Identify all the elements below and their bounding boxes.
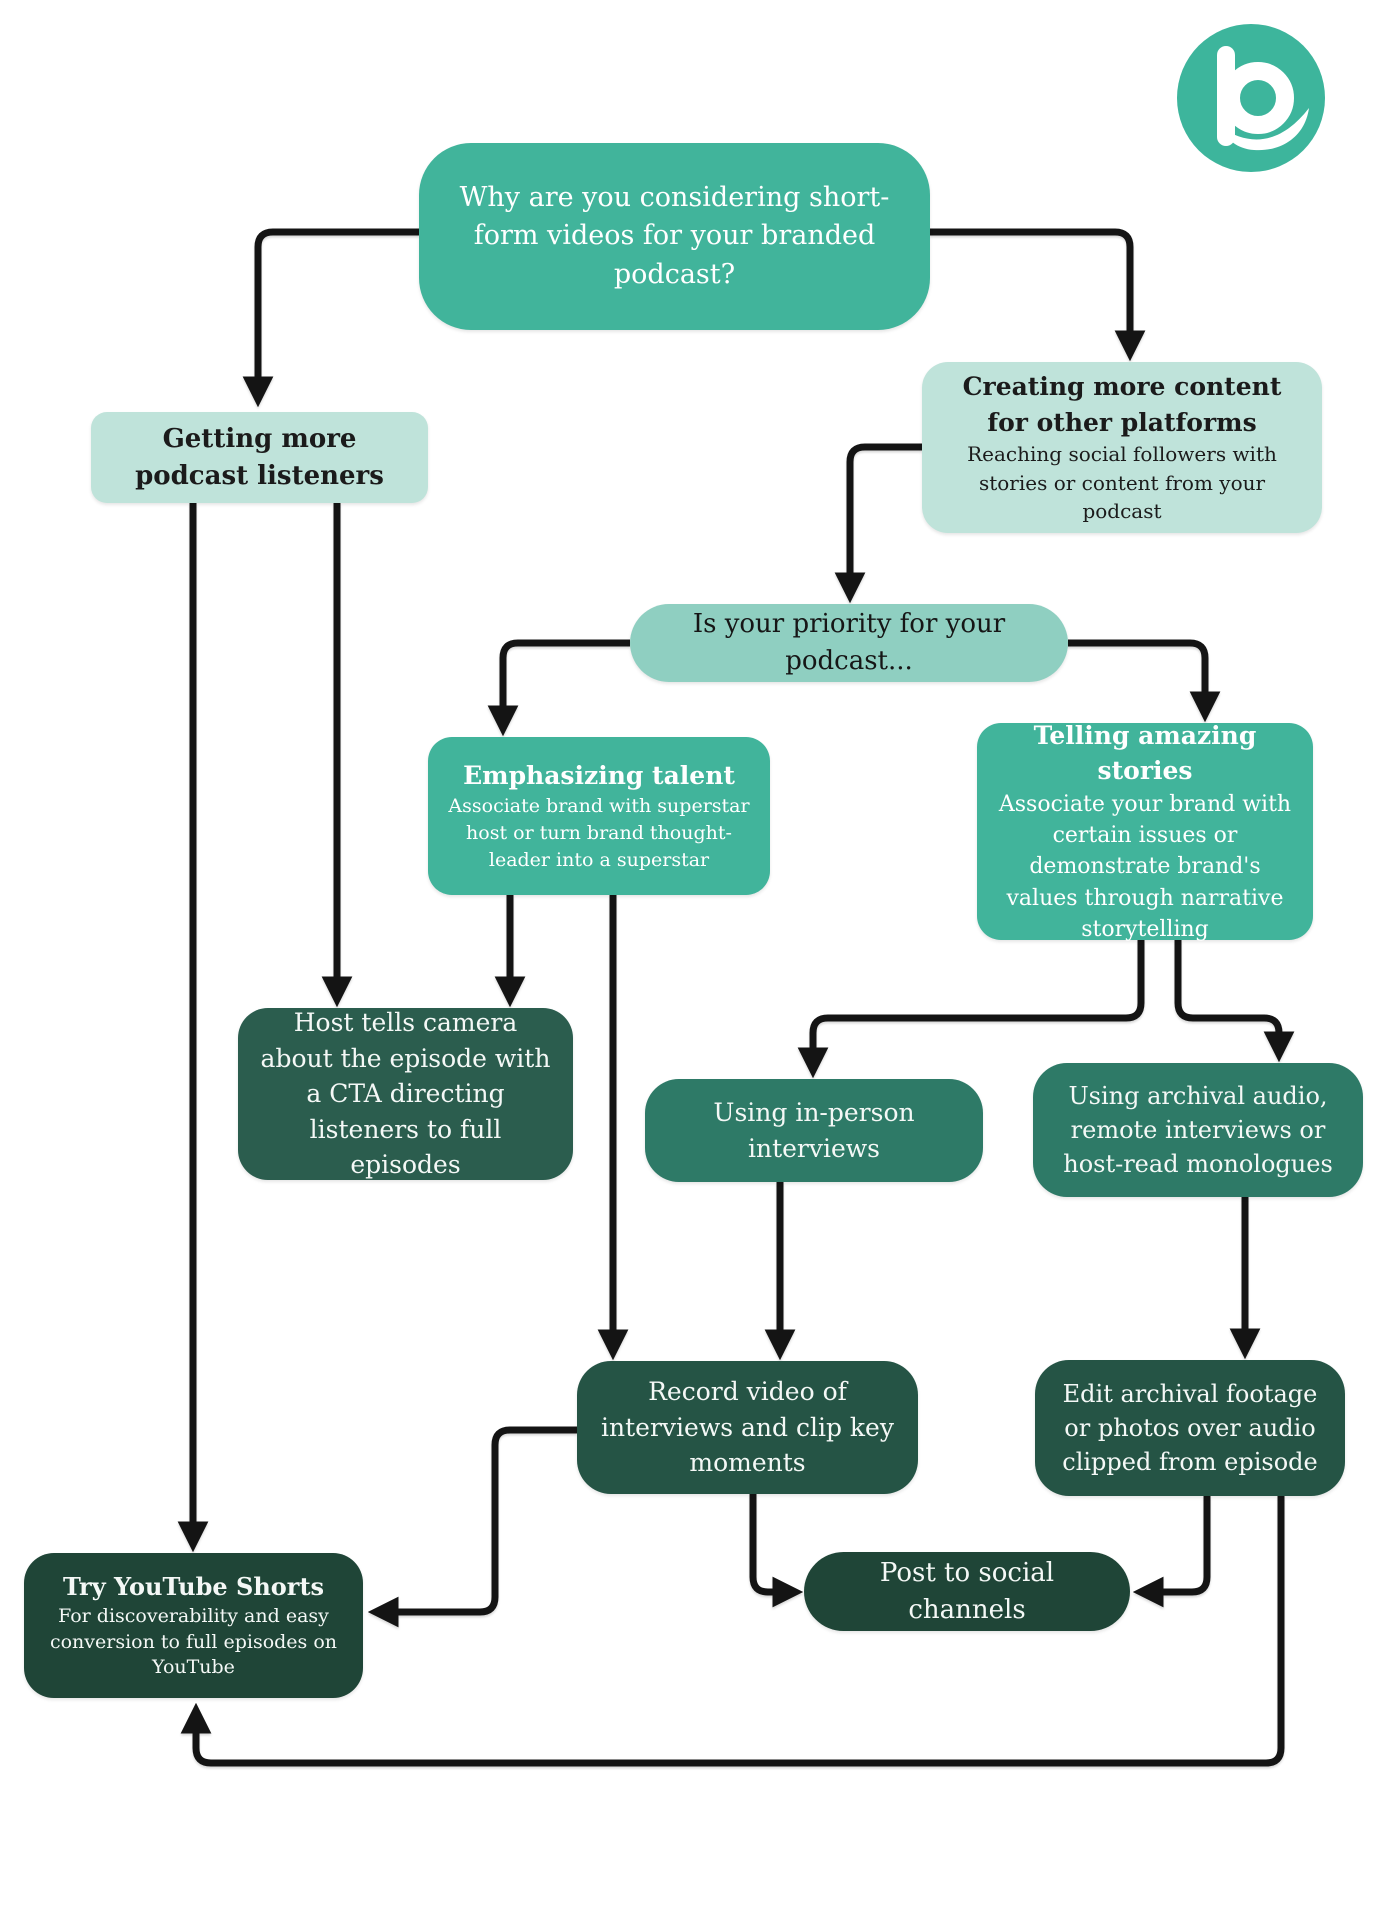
node-youtube-shorts — [24, 1553, 363, 1698]
connector-record-shorts — [377, 1430, 577, 1612]
node-title: Telling amazing stories — [1033, 720, 1257, 786]
node-title: Creating more content for other platforms — [962, 372, 1282, 437]
connector-why-listeners — [258, 232, 419, 398]
node-host-cta — [238, 1008, 573, 1180]
node-record-video — [577, 1361, 918, 1494]
node-more-content-platforms — [922, 362, 1322, 533]
node-getting-listeners — [91, 412, 428, 503]
connector-platforms-priority — [850, 447, 922, 594]
node-title: Using in-person interviews — [713, 1098, 915, 1163]
node-title: Host tells camera about the episode with a CTA directing listeners to full episodes — [260, 1008, 551, 1180]
connector-edit-post — [1142, 1496, 1207, 1592]
node-subtitle: Associate your brand with certain issues or demonstrate brand's values through narrative storytelling — [998, 791, 1292, 942]
node-title: Using archival audio, remote interviews or host-read monologues — [1063, 1081, 1333, 1179]
node-title: Getting more podcast listeners — [135, 423, 384, 491]
node-title: Emphasizing talent — [463, 760, 735, 790]
node-title: Try YouTube Shorts — [62, 1572, 325, 1601]
node-title: Record video of interviews and clip key moments — [601, 1377, 894, 1478]
node-subtitle: Reaching social followers with stories or content from your podcast — [967, 442, 1277, 524]
node-edit-footage — [1035, 1360, 1345, 1496]
connector-stories-archival — [1178, 940, 1279, 1053]
node-title: Post to social channels — [879, 1557, 1055, 1625]
node-title: Is your priority for your podcast... — [692, 609, 1006, 676]
pacific-content-logo — [1176, 22, 1326, 174]
node-emphasizing-talent — [428, 737, 770, 895]
node-post-social — [804, 1552, 1130, 1631]
connector-priority-stories — [1068, 643, 1205, 713]
node-priority-question — [630, 604, 1068, 682]
node-inperson-interviews — [645, 1079, 983, 1182]
connector-stories-inperson — [813, 940, 1141, 1069]
node-title: Why are you considering short-form videos for your branded podcast? — [459, 182, 890, 290]
node-subtitle: Associate brand with superstar host or turn brand thought-leader into a superstar — [448, 795, 750, 872]
node-subtitle: For discoverability and easy conversion to full episodes on YouTube — [49, 1605, 338, 1679]
node-archival-audio — [1033, 1063, 1363, 1197]
node-title: Edit archival footage or photos over audio clipped from episode — [1062, 1379, 1318, 1477]
node-telling-stories — [977, 720, 1313, 942]
connector-why-platforms — [930, 232, 1130, 352]
node-why-question — [419, 143, 930, 330]
connector-record-post — [753, 1494, 794, 1592]
logo-circle — [1177, 24, 1325, 172]
connector-priority-talent — [503, 643, 630, 727]
